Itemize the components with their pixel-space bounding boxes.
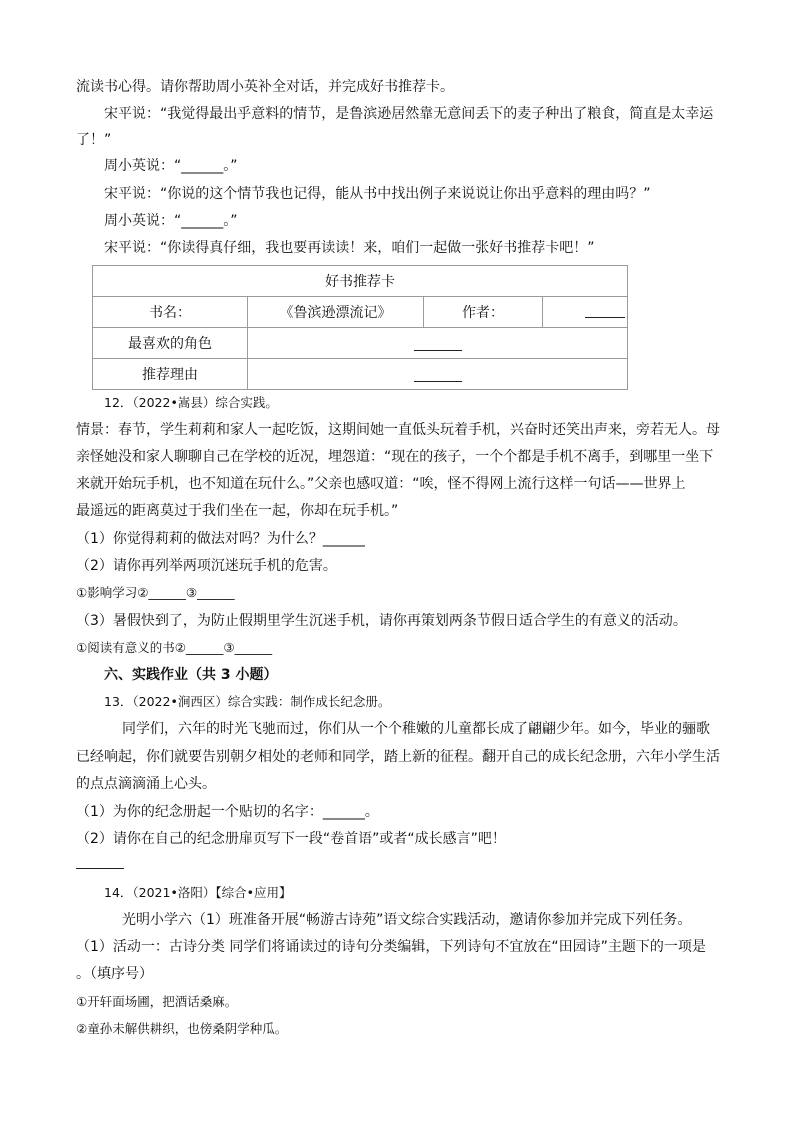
question-13-head: 13．（2022•涧西区）综合实践：制作成长纪念册。 — [104, 694, 391, 709]
question-14-head: 14．（2021•洛阳）【综合•应用】 — [104, 885, 292, 900]
text-line: 亲怪她没和家人聊聊自己在学校的近况，埋怨道：“现在的孩子，一个个都是手机不离手，到哪里一坐下 — [76, 449, 714, 465]
answer-blank[interactable] — [76, 868, 124, 869]
text-line: 周小英说：“______。” — [104, 213, 238, 229]
author-blank[interactable] — [543, 297, 628, 328]
card-title: 好书推荐卡 — [93, 266, 628, 297]
text-line: 光明小学六（1）班准备开展“畅游古诗苑”语文综合实践活动，邀请你参加并完成下列任务。 — [122, 912, 692, 928]
text-line: 宋平说：“你说的这个情节我也记得，能从书中找出例子来说说让你出乎意料的理由吗？” — [104, 186, 651, 202]
text-line: 了！” — [76, 132, 112, 148]
sub-question: 。（填序号） — [76, 966, 153, 982]
answer-line: ①影响学习②______③______ — [76, 585, 235, 600]
favorite-role-label: 最喜欢的角色 — [93, 328, 248, 359]
text-line: 的点点滴滴涌上心头。 — [76, 776, 216, 792]
option-line: ①开轩面场圃，把酒话桑麻。 — [76, 994, 238, 1009]
section-heading: 六、实践作业（共 3 小题） — [104, 667, 278, 683]
sub-question: （2）请你再列举两项沉迷玩手机的危害。 — [76, 558, 337, 574]
option-line: ②童孙未解供耕织，也傍桑阴学种瓜。 — [76, 1021, 288, 1036]
reason-label: 推荐理由 — [93, 359, 248, 390]
sub-question: （1）为你的纪念册起一个贴切的名字：______。 — [76, 804, 379, 820]
book-recommendation-card — [92, 265, 628, 390]
sub-question: （3）暑假快到了，为防止假期里学生沉迷手机，请你再策划两条节假日适合学生的有意义的活动。 — [76, 613, 687, 629]
text-line: 最遥远的距离莫过于我们坐在一起，你却在玩手机。” — [76, 503, 399, 519]
reason-blank[interactable] — [248, 359, 628, 390]
author-label: 作者： — [424, 297, 543, 328]
text-line: 宋平说：“我觉得最出乎意料的情节，是鲁滨逊居然靠无意间丢下的麦子种出了粮食，简直是太幸运 — [104, 106, 714, 122]
text-line: 已经响起，你们就要告别朝夕相处的老师和同学，踏上新的征程。翻开自己的成长纪念册，六年小学生活 — [76, 749, 720, 765]
text-line: 同学们，六年的时光飞驰而过，你们从一个个稚嫩的儿童都长成了翩翩少年。如今，毕业的骊歌 — [122, 721, 710, 737]
text-line: 来就开始玩手机，也不知道在玩什么。”父亲也感叹道：“唉，怪不得网上流行这样一句话——世界上 — [76, 476, 686, 492]
text-line: 周小英说：“______。” — [104, 158, 238, 174]
answer-line: ①阅读有意义的书②______③______ — [76, 640, 273, 655]
text-line: 情景：春节，学生莉莉和家人一起吃饭，这期间她一直低头玩着手机，兴奋时还笑出声来，旁若无人。母 — [76, 422, 720, 438]
question-12-head: 12．（2022•嵩县）综合实践。 — [104, 395, 278, 410]
favorite-role-blank[interactable] — [248, 328, 628, 359]
sub-question: （2）请你在自己的纪念册扉页写下一段“卷首语”或者“成长感言”吧！ — [76, 831, 506, 847]
text-line: 流读书心得。请你帮助周小英补全对话，并完成好书推荐卡。 — [76, 79, 454, 95]
book-name-value: 《鲁滨逊漂流记》 — [248, 297, 424, 328]
text-line: 宋平说：“你读得真仔细，我也要再读读！来，咱们一起做一张好书推荐卡吧！” — [104, 240, 595, 256]
sub-question: （1）活动一：古诗分类 同学们将诵读过的诗句分类编辑，下列诗句不宜放在“田园诗”主题下的一项是 — [76, 939, 706, 955]
book-name-label: 书名： — [93, 297, 248, 328]
sub-question: （1）你觉得莉莉的做法对吗？为什么？______ — [76, 531, 365, 547]
